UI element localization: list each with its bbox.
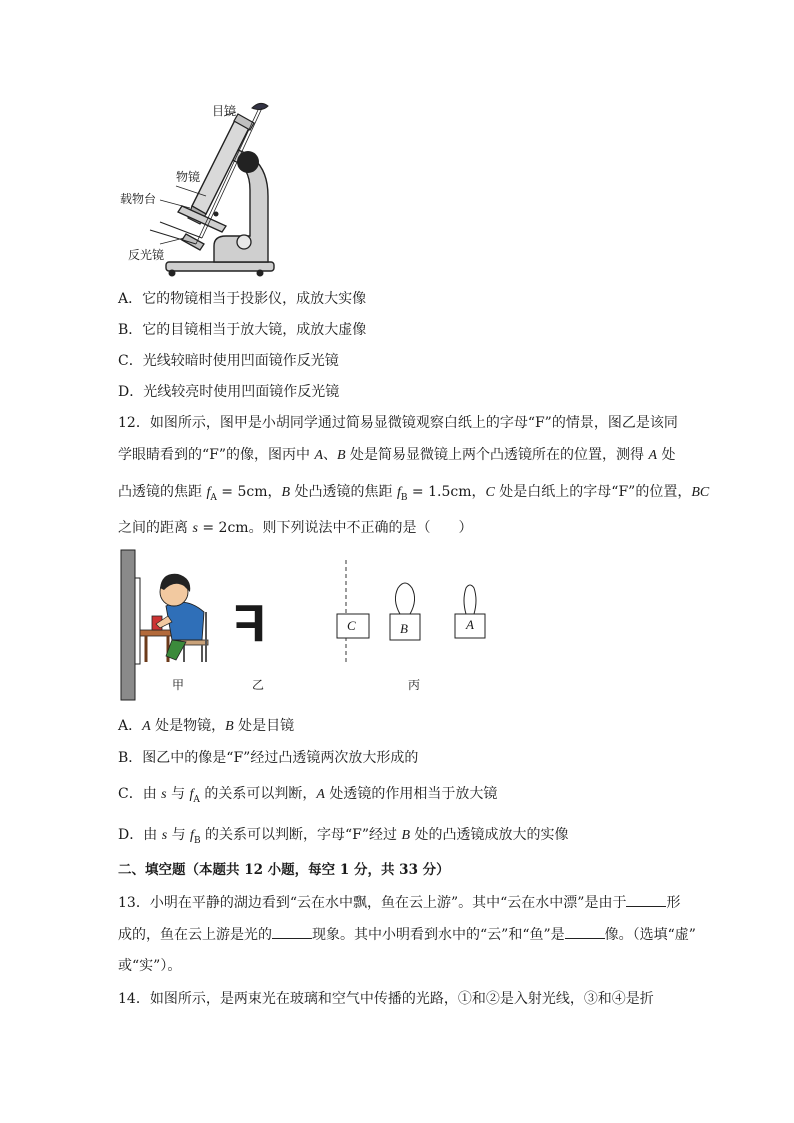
q13-line-3: 或“实”）。: [118, 958, 182, 974]
q13-line-2: 成的，鱼在云上游是光的 现象。其中小明看到水中的“云”和“鱼”是 像。（选填“虚”: [118, 924, 696, 945]
box-b-label: B: [400, 621, 408, 636]
box-a-label: A: [466, 617, 474, 632]
q12-line-3: 凸透镜的焦距 $f_A = 5cm$，B 处凸透镜的焦距 $f_B = 1.5cm$，C 处是白纸上的字母“F”的位置，BC: [118, 484, 710, 503]
q13-blank-1[interactable]: [626, 892, 666, 907]
figure-label-bing: 丙: [408, 678, 421, 692]
label-mirror: 反光镜: [128, 248, 165, 262]
q12-line-4: 之间的距离 s = 2cm。则下列说法中不正确的是（ ）: [118, 520, 473, 536]
section-2-heading: 二、填空题（本题共 12 小题，每空 1 分，共 33 分）: [118, 862, 450, 878]
q11-option-b: B．它的目镜相当于放大镜，成放大虚像: [118, 322, 367, 338]
q12-line-2: 学眼睛看到的“F”的像，图丙中 A、B 处是简易显微镜上两个凸透镜所在的位置，测得 A 处: [118, 447, 676, 463]
label-stage: 载物台: [120, 192, 157, 206]
q12-line-1: 12．如图所示，图甲是小胡同学通过简易显微镜观察白纸上的字母“F”的情景，图乙是该同: [118, 415, 678, 431]
figure-label-yi: 乙: [252, 678, 265, 692]
letter-f-image: F: [234, 595, 266, 653]
q11-option-d: D．光线较亮时使用凹面镜作反光镜: [118, 384, 340, 400]
figure-label-jia: 甲: [172, 678, 185, 692]
q12-option-c: C．由 s 与 $f_A$ 的关系可以判断，A 处透镜的作用相当于放大镜: [118, 786, 498, 805]
q12-option-b: B．图乙中的像是“F”经过凸透镜两次放大形成的: [118, 750, 419, 766]
q12-option-a: A．A 处是物镜，B 处是目镜: [118, 718, 295, 734]
label-objective: 物镜: [176, 170, 201, 184]
label-eyepiece: 目镜: [212, 104, 237, 118]
q13-blank-3[interactable]: [565, 924, 605, 939]
q13-line-1: 13．小明在平静的湖边看到“云在水中飘，鱼在云上游”。其中“云在水中漂”是由于 形: [118, 892, 680, 913]
q11-option-a: A．它的物镜相当于投影仪，成放大实像: [118, 291, 367, 307]
q14-line-1: 14．如图所示，是两束光在玻璃和空气中传播的光路，①和②是入射光线，③和④是折: [118, 991, 654, 1007]
box-c-label: C: [347, 618, 356, 633]
q13-blank-2[interactable]: [272, 924, 312, 939]
q12-option-d: D．由 s 与 $f_B$ 的关系可以判断，字母“F”经过 B 处的凸透镜成放大的实像: [118, 827, 569, 846]
q11-option-c: C．光线较暗时使用凹面镜作反光镜: [118, 353, 339, 369]
